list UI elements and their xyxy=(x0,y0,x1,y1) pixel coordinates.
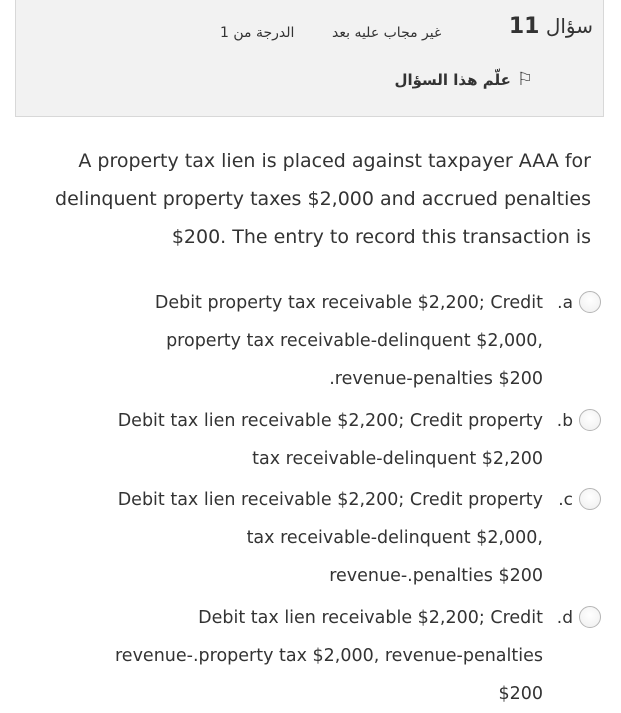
question-state: غير مجاب عليه بعد xyxy=(332,25,442,41)
answer-letter-b: .b xyxy=(556,411,573,431)
flag-icon: ⚐ xyxy=(516,69,533,90)
question-grade: الدرجة من 1 xyxy=(220,25,295,41)
answer-radio-c[interactable] xyxy=(579,488,601,510)
answer-radio-a[interactable] xyxy=(579,291,601,313)
answer-text-a: Debit property tax receivable $2,200; Credit property tax receivable-delinquent $2,000, .revenue-penalties $200 xyxy=(154,293,543,389)
answer-letter-a: .a xyxy=(557,293,573,313)
question-info-box xyxy=(15,0,604,117)
answer-text-b: Debit tax lien receivable $2,200; Credit property tax receivable-delinquent $2,200 xyxy=(117,411,543,469)
question-text: A property tax lien is placed against taxpayer AAA for delinquent property taxes $2,000 and accrued penalties $200. The entry to record this transaction is xyxy=(55,150,591,248)
question-word: سؤال xyxy=(545,14,593,38)
answer-option-d[interactable] xyxy=(113,599,601,713)
answer-option-c[interactable] xyxy=(113,481,601,595)
question-number-label xyxy=(509,14,593,39)
answer-radio-b[interactable] xyxy=(579,409,601,431)
answer-letter-d: .d xyxy=(556,608,573,628)
answer-text-d: Debit tax lien receivable $2,200; Credit revenue-.property tax $2,000, revenue-penalties $200 xyxy=(115,608,543,704)
answer-text-c: Debit tax lien receivable $2,200; Credit property tax receivable-delinquent $2,000, revenue-.penalties $200 xyxy=(117,490,543,586)
answer-radio-d[interactable] xyxy=(579,606,601,628)
answer-option-a[interactable] xyxy=(153,284,601,398)
answer-option-b[interactable] xyxy=(113,402,601,478)
flag-question-link[interactable] xyxy=(394,69,533,90)
flag-question-label: علّم هذا السؤال xyxy=(394,70,511,89)
answer-letter-c: .c xyxy=(558,490,573,510)
question-number: 11 xyxy=(508,14,540,39)
